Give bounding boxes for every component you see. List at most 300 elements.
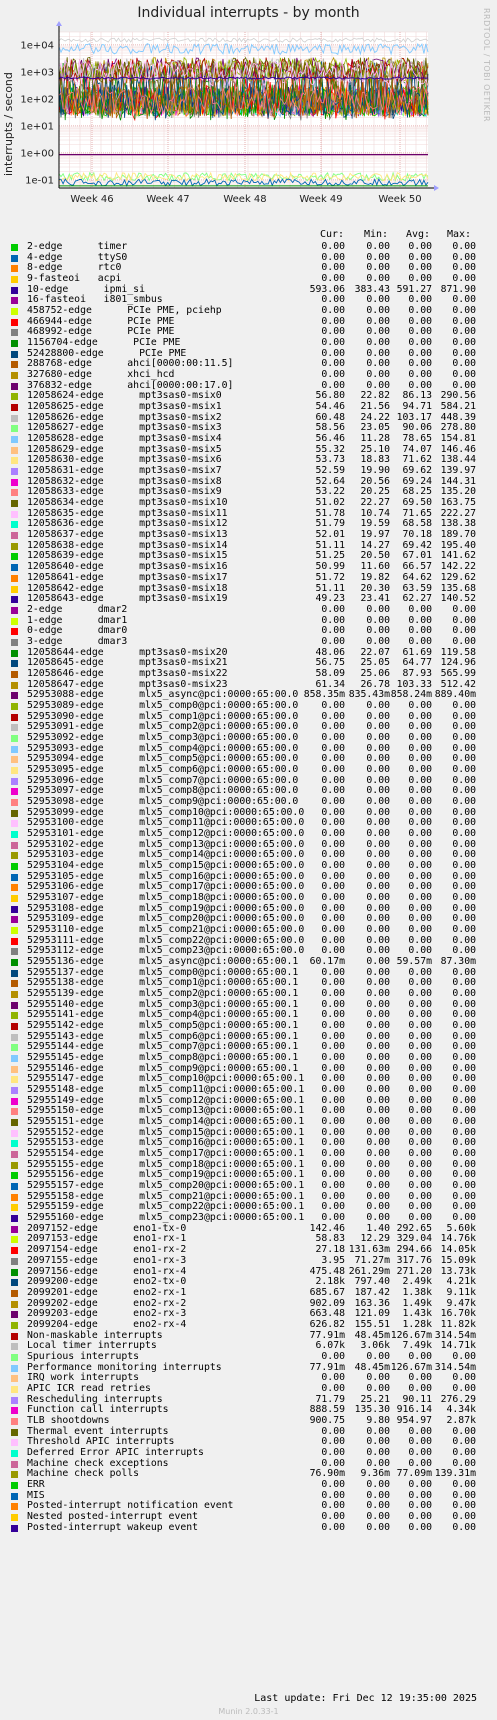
legend-series-name: 52953108-edge mlx5_comp19@pci:0000:65:00.0 (27, 902, 305, 914)
legend-value-avg: 74.07 (402, 443, 432, 455)
legend-value-max: 0.00 (452, 710, 476, 722)
legend-value-max: 0.00 (452, 1180, 476, 1192)
legend-value-cur: 0.00 (321, 785, 345, 797)
legend-series-name: Performance monitoring interrupts (27, 1361, 222, 1373)
legend-value-max: 0.00 (452, 1052, 476, 1064)
legend-value-max: 11.82k (440, 1318, 476, 1330)
legend-row (0, 1384, 497, 1395)
legend-value-avg: 0.00 (408, 635, 432, 647)
legend-value-cur: 0.00 (321, 1105, 345, 1117)
legend-value-cur: 56.75 (315, 657, 345, 669)
legend-value-cur: 0.00 (321, 1201, 345, 1213)
legend-value-avg: 317.76 (396, 1254, 432, 1266)
legend-value-min: 0.00 (366, 251, 390, 263)
legend-swatch (11, 1066, 18, 1073)
legend-swatch (11, 767, 18, 774)
legend-swatch (11, 361, 18, 368)
legend-swatch (11, 1151, 18, 1158)
legend-series-name: 2099200-edge eno2-tx-0 (27, 1276, 187, 1288)
legend-swatch (11, 1002, 18, 1009)
legend-series-name: 12058644-edge mpt3sas0-msix20 (27, 646, 228, 658)
legend-series-name: Local timer interrupts (27, 1340, 157, 1352)
legend-value-max: 139.31m (434, 1468, 476, 1480)
legend-value-max: 0.00 (452, 603, 476, 615)
legend-series-name: APIC ICR read retries (27, 1382, 151, 1394)
legend-value-max: 124.96 (440, 657, 476, 669)
legend-value-max: 0.00 (452, 795, 476, 807)
legend-value-avg: 0.00 (408, 1105, 432, 1117)
legend-value-max: 15.09k (440, 1254, 476, 1266)
legend-value-min: 261.29m (348, 1265, 390, 1277)
legend-value-avg: 126.67m (390, 1361, 432, 1373)
legend-value-min: 0.00 (366, 1201, 390, 1213)
legend-value-cur: 0.00 (321, 1350, 345, 1362)
legend-value-avg: 0.00 (408, 966, 432, 978)
chart-title: Individual interrupts - by month (137, 5, 360, 21)
legend-series-name: 52955155-edge mlx5_comp18@pci:0000:65:00.1 (27, 1158, 305, 1170)
legend-value-avg: 7.49k (402, 1340, 432, 1352)
legend-value-avg: 0.00 (408, 924, 432, 935)
legend-value-cur: 0.00 (321, 859, 345, 871)
legend-swatch (11, 671, 18, 678)
legend-swatch (11, 916, 18, 923)
legend-swatch (11, 1311, 18, 1318)
legend-value-min: 0.00 (366, 1020, 390, 1032)
legend-series-name: 2099202-edge eno2-rx-2 (27, 1297, 187, 1309)
legend-value-max: 141.62 (440, 550, 476, 562)
x-tick-label: Week 50 (378, 194, 422, 205)
legend-value-avg: 0.00 (408, 977, 432, 989)
legend-series-name: 12058632-edge mpt3sas0-msix8 (27, 475, 222, 487)
legend-value-cur: 0.00 (321, 326, 345, 338)
legend-swatch (11, 788, 18, 795)
legend-value-cur: 0.00 (321, 891, 345, 903)
legend-row (0, 573, 497, 584)
legend-value-max: 0.00 (452, 924, 476, 935)
legend-row (0, 701, 497, 712)
legend-value-max: 314.54m (434, 1329, 476, 1341)
last-update: Last update: Fri Dec 12 19:35:00 2025 (254, 1693, 477, 1704)
legend-swatch (11, 735, 18, 742)
legend-value-min: 25.05 (360, 657, 390, 669)
legend-swatch (11, 991, 18, 998)
legend-series-name: MIS (27, 1489, 45, 1501)
legend-swatch (11, 276, 18, 283)
legend-value-max: 448.39 (440, 411, 476, 423)
legend-series-name: 12058645-edge mpt3sas0-msix21 (27, 657, 228, 669)
legend-value-cur: 0.00 (321, 305, 345, 317)
legend-value-min: 0.00 (366, 369, 390, 381)
legend-swatch (11, 372, 18, 379)
legend-value-avg: 0.00 (408, 1169, 432, 1181)
legend-series-name: 52953092-edge mlx5_comp3@pci:0000:65:00.0 (27, 731, 299, 743)
legend-value-max: 2.87k (446, 1414, 476, 1426)
legend-value-max: 0.00 (452, 817, 476, 829)
legend-series-name: 12058633-edge mpt3sas0-msix9 (27, 486, 222, 498)
legend-series-name: 52953094-edge mlx5_comp5@pci:0000:65:00.0 (27, 753, 299, 765)
legend-value-cur: 0.00 (321, 1052, 345, 1064)
legend-value-cur: 685.67 (309, 1286, 345, 1298)
legend-value-min: 0.00 (366, 795, 390, 807)
legend-value-cur: 53.22 (315, 486, 345, 498)
legend-value-avg: 0.00 (408, 614, 432, 626)
x-tick-label: Week 47 (146, 194, 190, 205)
legend-row (0, 605, 497, 616)
legend-swatch (11, 628, 18, 635)
legend-value-max: 0.00 (452, 742, 476, 754)
legend-value-min: 0.00 (366, 742, 390, 754)
legend-value-max: 0.00 (452, 1457, 476, 1469)
legend-value-avg: 0.00 (408, 1372, 432, 1384)
legend-swatch (11, 927, 18, 934)
legend-value-min: 0.00 (366, 891, 390, 903)
legend-value-min: 0.00 (366, 1212, 390, 1224)
legend-value-max: 0.00 (452, 1350, 476, 1362)
legend-value-max: 135.20 (440, 486, 476, 498)
legend-row (0, 797, 497, 808)
legend-series-name: 12058647-edge mpt3sas0-msix23 (27, 678, 228, 690)
legend-series-name: 12058639-edge mpt3sas0-msix15 (27, 550, 228, 562)
legend-value-min: 25.21 (360, 1393, 390, 1405)
legend-value-min: 21.56 (360, 401, 390, 413)
legend-value-max: 0.00 (452, 699, 476, 711)
legend-value-cur: 2.18k (315, 1276, 345, 1288)
legend-value-max: 0.00 (452, 859, 476, 871)
legend-value-cur: 51.11 (315, 539, 345, 551)
legend-row (0, 1320, 497, 1331)
legend-value-min: 20.30 (360, 582, 390, 594)
legend-value-cur: 0.00 (321, 369, 345, 381)
legend-value-cur: 51.79 (315, 518, 345, 530)
legend-value-cur: 56.46 (315, 433, 345, 445)
legend-row (0, 669, 497, 680)
legend-value-cur: 0.00 (321, 934, 345, 946)
legend-value-max: 16.70k (440, 1308, 476, 1320)
legend-series-name: 52428800-edge PCIe PME (27, 347, 187, 359)
legend-value-min: 3.06k (360, 1340, 390, 1352)
legend-value-min: 0.00 (366, 827, 390, 839)
legend-series-name: 52955137-edge mlx5_comp0@pci:0000:65:00.1 (27, 966, 299, 978)
legend-swatch (11, 1301, 18, 1308)
legend-value-min: 9.36m (360, 1468, 390, 1480)
legend-value-cur: 0.00 (321, 241, 345, 252)
legend-series-name: 52955146-edge mlx5_comp9@pci:0000:65:00.1 (27, 1062, 299, 1074)
legend-swatch (11, 1076, 18, 1083)
legend-swatch (11, 1386, 18, 1393)
legend-value-cur: 0.00 (321, 721, 345, 733)
x-axis-arrow (434, 185, 439, 191)
legend-value-min: 0.00 (366, 635, 390, 647)
legend-series-name: 52955140-edge mlx5_comp3@pci:0000:65:00.1 (27, 998, 299, 1010)
legend-series-name: 2097153-edge eno1-rx-1 (27, 1233, 187, 1245)
legend-swatch (11, 1493, 18, 1500)
legend-value-max: 0.00 (452, 379, 476, 391)
legend-value-cur: 0.00 (321, 988, 345, 1000)
legend-series-name: 52953093-edge mlx5_comp4@pci:0000:65:00.0 (27, 742, 299, 754)
x-tick-label: Week 48 (223, 194, 267, 205)
legend-value-cur: 0.00 (321, 1190, 345, 1202)
legend-value-cur: 0.00 (321, 1382, 345, 1394)
legend-series-name: 12058628-edge mpt3sas0-msix4 (27, 433, 222, 445)
legend-swatch (11, 1236, 18, 1243)
legend-value-cur: 61.34 (315, 678, 345, 690)
legend-value-min: 0.00 (366, 305, 390, 317)
legend-swatch (11, 1108, 18, 1115)
legend-value-cur: 0.00 (321, 774, 345, 786)
legend-swatch (11, 265, 18, 272)
legend-value-min: 0.00 (366, 1137, 390, 1149)
legend-value-avg: 70.18 (402, 529, 432, 541)
legend-value-avg: 71.65 (402, 507, 432, 519)
legend-swatch (11, 724, 18, 731)
legend-value-cur: 51.02 (315, 497, 345, 509)
legend-value-avg: 59.57m (396, 956, 432, 968)
legend-series-name: 52955142-edge mlx5_comp5@pci:0000:65:00.1 (27, 1020, 299, 1032)
legend-value-min: 0.00 (366, 913, 390, 925)
legend-value-min: 0.00 (366, 1180, 390, 1192)
legend-value-min: 0.00 (366, 774, 390, 786)
legend-swatch (11, 1130, 18, 1137)
legend-value-min: 0.00 (366, 337, 390, 349)
legend-series-name: 12058626-edge mpt3sas0-msix2 (27, 411, 222, 423)
legend-col-avg: Avg: (406, 229, 431, 240)
legend-value-max: 0.00 (452, 369, 476, 381)
legend-value-cur: 0.00 (321, 849, 345, 861)
legend-value-cur: 58.09 (315, 667, 345, 679)
legend-series-name: 2-edge dmar2 (27, 603, 128, 615)
legend-value-max: 0.00 (452, 902, 476, 914)
legend-value-avg: 294.66 (396, 1244, 432, 1256)
legend-value-min: 0.00 (366, 902, 390, 914)
legend-value-avg: 0.00 (408, 1116, 432, 1128)
legend-swatch (11, 1343, 18, 1350)
legend-value-cur: 142.46 (309, 1222, 345, 1234)
legend-swatch (11, 863, 18, 870)
legend-swatch (11, 948, 18, 955)
legend-value-min: 0.00 (366, 1372, 390, 1384)
legend-swatch (11, 607, 18, 614)
legend-value-min: 23.41 (360, 593, 390, 605)
legend-value-max: 290.56 (440, 390, 476, 402)
legend-swatch (11, 1407, 18, 1414)
legend-value-max: 0.00 (452, 988, 476, 1000)
legend-value-max: 4.34k (446, 1404, 476, 1416)
legend-series-name: Nested posted-interrupt event (27, 1510, 199, 1522)
legend-value-avg: 0.00 (408, 1510, 432, 1522)
legend-value-cur: 0.00 (321, 945, 345, 957)
legend-value-cur: 0.00 (321, 1372, 345, 1384)
legend-value-min: 0.00 (366, 699, 390, 711)
legend-value-avg: 62.27 (402, 593, 432, 605)
legend-value-max: 138.38 (440, 518, 476, 530)
legend-series-name: 52955148-edge mlx5_comp11@pci:0000:65:00.1 (27, 1084, 305, 1096)
legend-value-avg: 103.17 (396, 411, 432, 423)
legend-value-min: 383.43 (354, 283, 390, 295)
legend-series-name: 12058635-edge mpt3sas0-msix11 (27, 507, 228, 519)
legend-value-max: 135.68 (440, 582, 476, 594)
legend-value-max: 0.00 (452, 1148, 476, 1160)
legend-value-avg: 0.00 (408, 315, 432, 327)
legend-value-max: 129.62 (440, 571, 476, 583)
legend-value-avg: 0.00 (408, 1020, 432, 1032)
legend-value-cur: 50.99 (315, 561, 345, 573)
legend-value-avg: 0.00 (408, 902, 432, 914)
legend-value-avg: 0.00 (408, 859, 432, 871)
legend-value-cur: 52.01 (315, 529, 345, 541)
legend-value-min: 0.00 (366, 988, 390, 1000)
legend-value-min: 26.78 (360, 678, 390, 690)
legend-series-name: 52955139-edge mlx5_comp2@pci:0000:65:00.1 (27, 988, 299, 1000)
legend-value-max: 14.71k (440, 1340, 476, 1352)
legend-value-min: 0.00 (366, 1425, 390, 1437)
legend-value-max: 138.44 (440, 454, 476, 466)
legend-value-avg: 0.00 (408, 838, 432, 850)
legend-series-name: 52953109-edge mlx5_comp20@pci:0000:65:00.0 (27, 913, 305, 925)
legend-series-name: 16-fasteoi i801_smbus (27, 294, 163, 306)
legend-series-name: TLB shootdowns (27, 1414, 110, 1426)
legend-value-max: 0.00 (452, 1446, 476, 1458)
legend-value-max: 0.00 (452, 753, 476, 765)
legend-series-name: 52953102-edge mlx5_comp13@pci:0000:65:00.0 (27, 838, 305, 850)
legend-swatch (11, 564, 18, 571)
legend-row (0, 1416, 497, 1427)
legend-value-avg: 68.25 (402, 486, 432, 498)
legend-swatch (11, 660, 18, 667)
legend-swatch (11, 1471, 18, 1478)
legend-swatch (11, 425, 18, 432)
legend-value-min: 71.27m (354, 1254, 390, 1266)
legend-value-avg: 0.00 (408, 988, 432, 1000)
legend-swatch (11, 1023, 18, 1030)
legend-value-min: 11.60 (360, 561, 390, 573)
legend-value-cur: 48.06 (315, 646, 345, 658)
legend-col-min: Min: (364, 229, 389, 240)
legend-value-max: 14.05k (440, 1244, 476, 1256)
legend-value-max: 0.00 (452, 763, 476, 775)
legend-value-avg: 0.00 (408, 358, 432, 370)
legend-value-avg: 0.00 (408, 294, 432, 306)
legend-value-avg: 0.00 (408, 753, 432, 765)
legend-swatch (11, 351, 18, 358)
legend-value-max: 0.00 (452, 251, 476, 263)
legend-value-cur: 51.25 (315, 550, 345, 562)
legend-value-cur: 60.48 (315, 411, 345, 423)
legend-value-cur: 53.73 (315, 454, 345, 466)
legend-value-avg: 0.00 (408, 817, 432, 829)
legend-swatch (11, 1429, 18, 1436)
legend-value-max: 0.00 (452, 1510, 476, 1522)
legend-swatch (11, 1503, 18, 1510)
legend-series-name: 12058629-edge mpt3sas0-msix5 (27, 443, 222, 455)
legend-value-max: 144.31 (440, 475, 476, 487)
legend-swatch (11, 586, 18, 593)
legend-value-avg: 0.00 (408, 1126, 432, 1138)
legend-value-min: 0.00 (366, 881, 390, 893)
legend-value-min: 0.00 (366, 347, 390, 359)
legend-value-max: 0.00 (452, 241, 476, 252)
legend-value-avg: 0.00 (408, 699, 432, 711)
legend-value-min: 0.00 (366, 625, 390, 637)
legend-value-avg: 67.01 (402, 550, 432, 562)
legend-swatch (11, 874, 18, 881)
legend-series-name: Posted-interrupt wakeup event (27, 1521, 199, 1533)
legend-swatch (11, 1162, 18, 1169)
legend-value-cur: 0.00 (321, 1041, 345, 1053)
legend-value-max: 163.75 (440, 497, 476, 509)
legend-series-name: 10-edge ipmi_si (27, 283, 145, 295)
legend-series-name: 12058638-edge mpt3sas0-msix14 (27, 539, 228, 551)
legend-value-cur: 0.00 (321, 913, 345, 925)
legend-swatch (11, 489, 18, 496)
legend-row (0, 733, 497, 744)
legend-value-cur: 0.00 (321, 635, 345, 647)
y-axis-label: interrupts / second (2, 72, 15, 176)
legend-value-avg: 86.13 (402, 390, 432, 402)
legend-value-cur: 0.00 (321, 337, 345, 349)
legend-value-cur: 0.00 (321, 977, 345, 989)
legend-swatch (11, 255, 18, 262)
legend-series-name: 376832-edge ahci[0000:00:17.0] (27, 379, 234, 391)
legend-value-cur: 0.00 (321, 1158, 345, 1170)
legend-value-avg: 0.00 (408, 1201, 432, 1213)
legend-value-min: 0.00 (366, 870, 390, 882)
legend-value-cur: 49.23 (315, 593, 345, 605)
legend-value-avg: 103.33 (396, 678, 432, 690)
legend-swatch (11, 553, 18, 560)
legend-value-avg: 69.24 (402, 475, 432, 487)
legend-value-avg: 1.43k (402, 1308, 432, 1320)
legend-value-cur: 475.48 (309, 1265, 345, 1277)
legend-series-name: 2-edge timer (27, 241, 128, 252)
legend-row (0, 1523, 497, 1534)
legend-series-name: 2099203-edge eno2-rx-3 (27, 1308, 187, 1320)
legend-value-avg: 0.00 (408, 1041, 432, 1053)
legend-swatch (11, 810, 18, 817)
legend-value-cur: 0.00 (321, 1436, 345, 1448)
legend-series-name: 52953106-edge mlx5_comp17@pci:0000:65:00.0 (27, 881, 305, 893)
legend-swatch (11, 618, 18, 625)
legend-swatch (11, 938, 18, 945)
legend-value-cur: 76.90m (309, 1468, 345, 1480)
legend-swatch (11, 714, 18, 721)
x-tick-label: Week 49 (299, 194, 343, 205)
legend-value-avg: 0.00 (408, 763, 432, 775)
legend-series-name: 1-edge dmar1 (27, 614, 128, 626)
legend-series-name: 12058624-edge mpt3sas0-msix0 (27, 390, 222, 402)
legend-series-name: Threshold APIC interrupts (27, 1436, 175, 1448)
legend-value-max: 4.21k (446, 1276, 476, 1288)
legend-series-name: 0-edge dmar0 (27, 625, 128, 637)
legend-value-min: 0.00 (366, 710, 390, 722)
legend-swatch (11, 682, 18, 689)
legend-value-cur: 663.48 (309, 1308, 345, 1320)
legend-value-cur: 0.00 (321, 731, 345, 743)
legend-value-cur: 0.00 (321, 251, 345, 263)
legend-value-min: 0.00 (366, 849, 390, 861)
legend-swatch (11, 457, 18, 464)
legend-series-name: 52955153-edge mlx5_comp16@pci:0000:65:00.1 (27, 1137, 305, 1149)
legend-value-avg: 0.00 (408, 379, 432, 391)
legend-series-name: 468992-edge PCIe PME (27, 326, 175, 338)
legend-series-name: 12058636-edge mpt3sas0-msix12 (27, 518, 228, 530)
legend-value-cur: 0.00 (321, 1500, 345, 1512)
legend-swatch (11, 852, 18, 859)
legend-value-avg: 0.00 (408, 710, 432, 722)
legend-series-name: 12058627-edge mpt3sas0-msix3 (27, 422, 222, 434)
legend-value-cur: 0.00 (321, 699, 345, 711)
legend-series-name: 12058637-edge mpt3sas0-msix13 (27, 529, 228, 541)
legend-swatch (11, 1525, 18, 1532)
